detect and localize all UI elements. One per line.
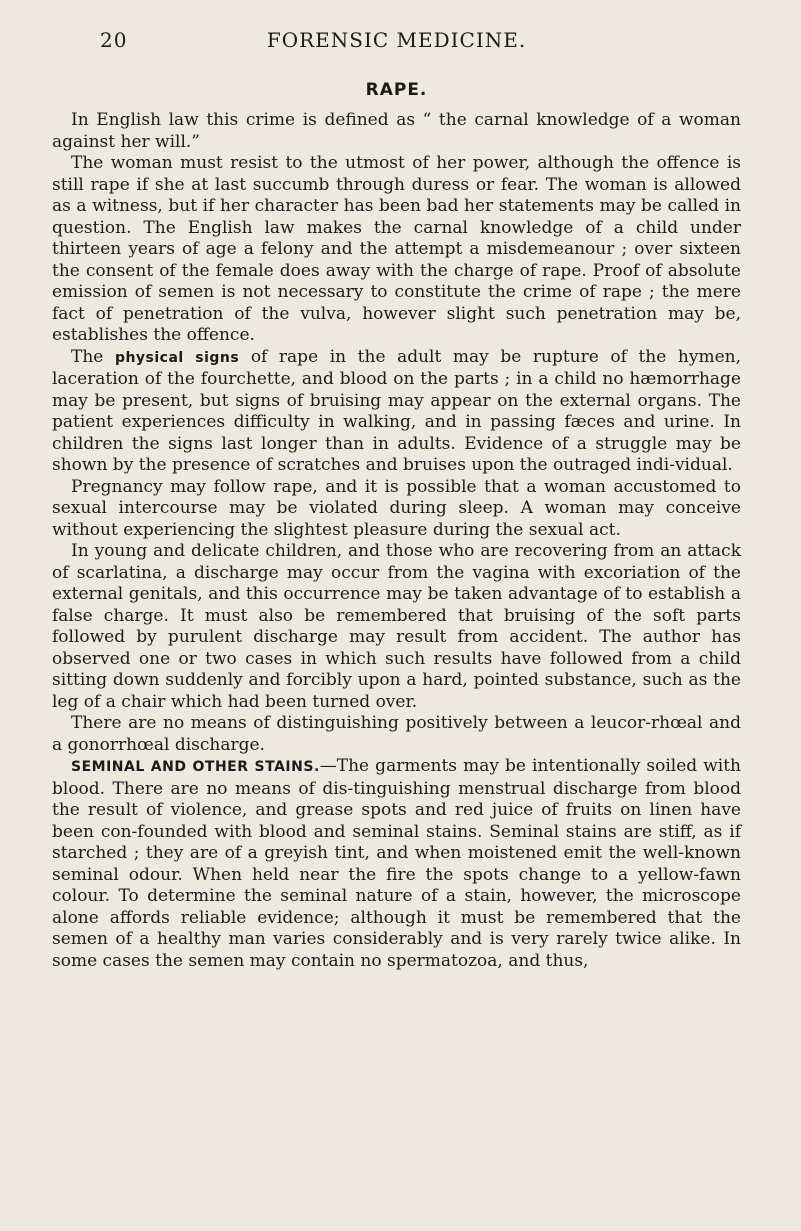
stains-heading: SEMINAL AND OTHER STAINS. bbox=[71, 759, 320, 775]
section-heading: RAPE. bbox=[365, 80, 428, 100]
paragraph-body: —The garments may be intentionally soiled with blood. There are no means of dis-tinguishing menstrual discharge from blood the result of violence, and grease spots and red juice of fruits on linen have been con-founded with blood and seminal stains. Seminal stains are stiff, as if starched ; they are of a greyish tint, and when moistened emit the well-known seminal odour. When held near the fire the spots change to a yellow-fawn colour. To determine the seminal nature of a stain, however, the microscope alone affords reliable evidence; although it must be remembered that the semen of a healthy man varies considerably and is very rarely twice alike. In some cases the semen may contain no spermatozoa, and thus, bbox=[52, 756, 741, 971]
paragraph-lead: The bbox=[71, 346, 115, 367]
page-number: 20 bbox=[100, 28, 128, 52]
paragraph-discharge: There are no means of distinguishing positively between a leucor-rhœal and a gonorrhœal discharge. bbox=[52, 713, 741, 755]
paragraph-resistance: The woman must resist to the utmost of her power, although the offence is still rape if she at last succumb through duress or fear. The woman is allowed as a witness, but if her character has been bad her statements may be called in question. The English law makes the carnal knowledge of a child under thirteen years of age a felony and the attempt a misdemeanour ; over sixteen the consent of the female does away with the charge of rape. Proof of absolute emission of semen is not necessary to constitute the crime of rape ; the mere fact of penetration of the vulva, however slight such penetration may be, establishes the offence. bbox=[52, 153, 741, 345]
paragraph-definition: In English law this crime is defined as “ the carnal knowledge of a woman against her will.” bbox=[52, 110, 741, 152]
paragraph-body: of rape in the adult may be rupture of the hymen, laceration of the fourchette, and blood on the parts ; in a child no hæmorrhage may be present, but signs of bruising may appear on the external organs. The patient experiences difficulty in walking, and in passing fæces and urine. In children the signs last longer than in adults. Evidence of a struggle may be shown by the presence of scratches and bruises upon the outraged indi-vidual. bbox=[52, 346, 741, 475]
physical-signs-heading: physical signs bbox=[114, 349, 240, 366]
running-head bbox=[52, 20, 741, 54]
running-title: FORENSIC MEDICINE. bbox=[266, 28, 527, 52]
paragraph-pregnancy: Pregnancy may follow rape, and it is possible that a woman accustomed to sexual intercourse may be violated during sleep. A woman may conceive without experiencing the slightest pleasure during the sexual act. bbox=[52, 476, 741, 540]
paragraph-stains bbox=[52, 756, 741, 972]
paragraph-children: In young and delicate children, and those who are recovering from an attack of scarlatina, a discharge may occur from the vagina with excoriation of the external genitals, and this occurrence may be taken advantage of to establish a false charge. It must also be remembered that bruising of the soft parts followed by purulent discharge may result from accident. The author has observed one or two cases in which such results have followed from a child sitting down suddenly and forcibly upon a hard, pointed substance, such as the leg of a chair which had been turned over. bbox=[52, 541, 741, 712]
paragraph-physical-signs bbox=[52, 347, 741, 477]
body-text bbox=[52, 110, 741, 972]
